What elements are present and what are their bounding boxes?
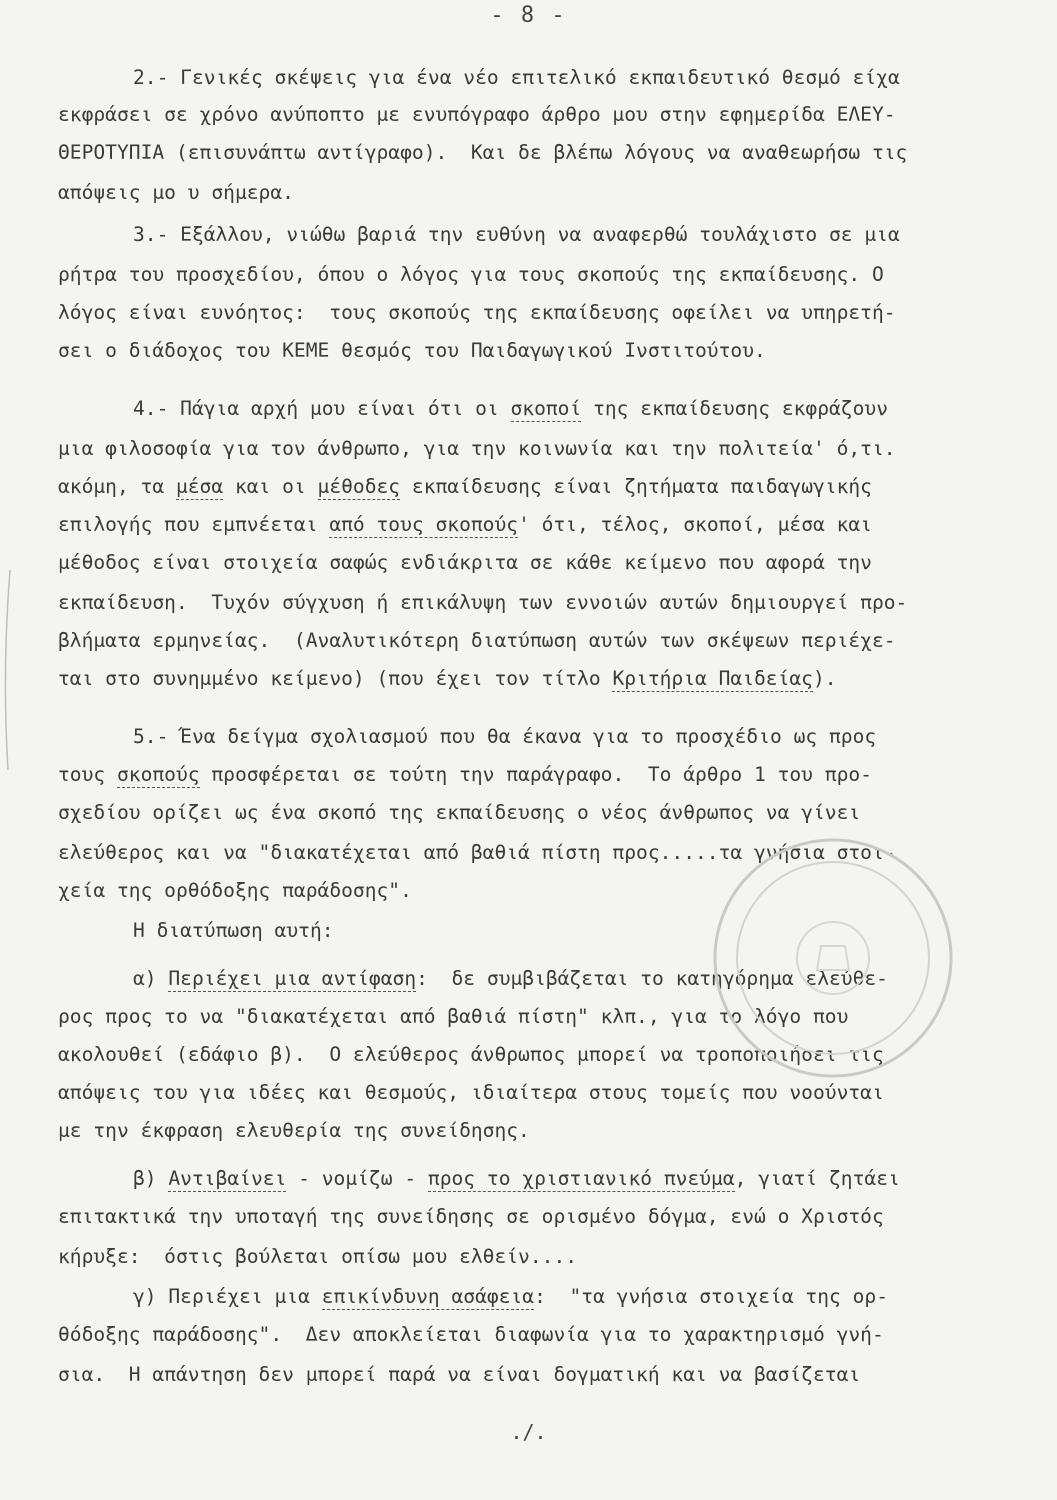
text-line [58,180,294,206]
text-line [58,300,896,326]
text-segment: κήρυξε: όστις βούλεται οπίσω μου ελθείν.... [58,1245,578,1268]
text-segment: ται στο συνημμένο κείμενο) (που έχει τον τίτλο [58,667,613,690]
text-segment: ). [812,667,837,690]
text-line [133,724,876,750]
text-segment: τους [58,763,117,786]
text-line [58,102,896,128]
continuation-mark: ./. [510,1420,547,1444]
text-segment: - νομίζω - [286,1167,428,1190]
text-line [58,140,907,166]
text-segment: ' ότι, τέλος, σκοποί, μέσα και [518,513,872,536]
text-line [58,1204,884,1230]
text-segment: λόγος είναι ευνόητος: τους σκοπούς της εκπαίδευσης οφείλει να υπηρετή- [58,301,896,324]
text-segment: επιτακτικά την υποταγή της συνείδησης σε ορισμένο δόγμα, ενώ ο Χριστός [58,1205,884,1228]
underlined-phrase: επικίνδυνη ασάφεια [321,1285,535,1308]
text-line [58,762,872,788]
text-segment: βλήματα ερμηνείας. (Αναλυτικότερη διατύπωση αυτών των σκέψεων περιέχε- [58,629,896,652]
text-segment: ρος προς το να "διακατέχεται από βαθιά πίστη" κλπ., για το λόγο που [58,1005,849,1028]
text-line [133,65,900,91]
text-line [133,918,334,944]
text-line [58,666,837,692]
text-line [58,262,884,288]
text-segment: εκπαίδευση. Τυχόν σύγχυση ή επικάλυψη των εννοιών αυτών δημιουργεί προ- [58,591,908,614]
underlined-phrase: σκοπούς [116,763,200,786]
text-line [58,338,766,364]
text-line [58,1118,530,1144]
text-segment: απόψεις του για ιδέες και θεσμούς, ιδιαίτερα στους τομείς που νοούνται [58,1081,884,1104]
text-segment: εκπαίδευσης είναι ζητήματα παιδαγωγικής [400,475,872,498]
text-segment: σχεδίου ορίζει ως ένα σκοπό της εκπαίδευσης ο νέος άνθρωπος να γίνει [58,801,861,824]
underlined-phrase: Κριτήρια Παιδείας [612,667,813,690]
text-segment: της εκπαίδευσης εκφράζουν [581,397,888,420]
text-line [58,590,907,616]
text-segment: ακόμη, τα [58,475,176,498]
text-segment: ρήτρα του προσχεδίου, όπου ο λόγος για τους σκοπούς της εκπαίδευσης. Ο [58,263,884,286]
text-line [58,474,872,500]
text-line [133,396,888,422]
text-segment: α) [133,967,169,990]
underlined-phrase: μέθοδες [317,475,401,498]
text-segment: θόδοξης παράδοσης". Δεν αποκλείεται διαφωνία για το χαρακτηρισμό γνή- [58,1323,884,1346]
text-line [58,1362,860,1388]
text-line [58,550,872,576]
text-segment: ακολουθεί (εδάφιο β). Ο ελεύθερος άνθρωπος μπορεί να τροποποιήσει τις [58,1043,884,1066]
text-segment: β) [133,1167,169,1190]
text-segment: 5.- Ένα δείγμα σχολιασμού που θα έκανα για το προσχέδιο ως προς [133,725,877,748]
text-segment: εκφράσει σε χρόνο ανύποπτο με ενυπόγραφο άρθρο μου στην εφημερίδα ΕΛΕΥ- [58,103,896,126]
text-segment: μια φιλοσοφία για τον άνθρωπο, για την κοινωνία και την πολιτεία' ό,τι. [58,437,896,460]
text-segment: 2.- Γενικές σκέψεις για ένα νέο επιτελικό εκπαιδευτικό θεσμό είχα [133,66,900,89]
text-line [58,878,412,904]
text-line [58,1322,884,1348]
text-line [133,1166,900,1192]
text-segment: με την έκφραση ελευθερία της συνείδησης. [58,1119,530,1142]
text-segment: χεία της ορθόδοξης παράδοσης". [58,879,412,902]
text-segment: ελεύθερος και να "διακατέχεται από βαθιά πίστη προς.....τα γνήσια στοι- [58,841,896,864]
text-segment: σια. Η απάντηση δεν μπορεί παρά να είναι δογματική και να βασίζεται [58,1363,861,1386]
text-segment: , γιατί ζητάει [734,1167,900,1190]
text-segment: σει ο διάδοχος του ΚΕΜΕ θεσμός του Παιδαγωγικού Ινστιτούτου. [58,339,766,362]
text-line [58,512,872,538]
text-line [58,1244,577,1270]
text-segment: 3.- Εξάλλου, νιώθω βαριά την ευθύνη να αναφερθώ τουλάχιστο σε μια [133,223,900,246]
text-segment: και οι [223,475,318,498]
underlined-phrase: μέσα [175,475,224,498]
text-line [58,800,860,826]
text-segment: γ) Περιέχει μια [133,1285,322,1308]
text-line [58,628,896,654]
text-segment: 4.- Πάγια αρχή μου είναι ότι οι [133,397,511,420]
margin-mark [0,570,12,770]
page-number: - 8 - [490,3,567,28]
official-stamp-icon [703,828,963,1088]
underlined-phrase: Περιέχει μια αντίφαση [168,967,417,990]
text-segment: : δε συμβιβάζεται το κατηγόρημα ελεύθε- [416,967,888,990]
underlined-phrase: Αντιβαίνει [168,1167,287,1190]
underlined-phrase: προς το χριστιανικό πνεύμα [427,1167,735,1190]
text-segment: ΘΕΡΟΤΥΠΙΑ (επισυνάπτω αντίγραφο). Και δε βλέπω λόγους να αναθεωρήσω τις [58,141,908,164]
text-segment: : "τα γνήσια στοιχεία της ορ- [534,1285,888,1308]
text-segment: μέθοδος είναι στοιχεία σαφώς ενδιάκριτα σε κάθε κείμενο που αφορά την [58,551,872,574]
text-segment: απόψεις μο υ σήμερα. [58,181,294,204]
underlined-phrase: σκοποί [510,397,582,420]
text-segment: προσφέρεται σε τούτη την παράγραφο. Το άρθρο 1 του προ- [199,763,872,786]
text-segment: Η διατύπωση αυτή: [133,919,334,942]
text-line [133,1284,888,1310]
text-line [133,222,900,248]
text-line [58,436,896,462]
underlined-phrase: από τους σκοπούς [329,513,519,536]
text-segment: επιλογής που εμπνέεται [58,513,330,536]
